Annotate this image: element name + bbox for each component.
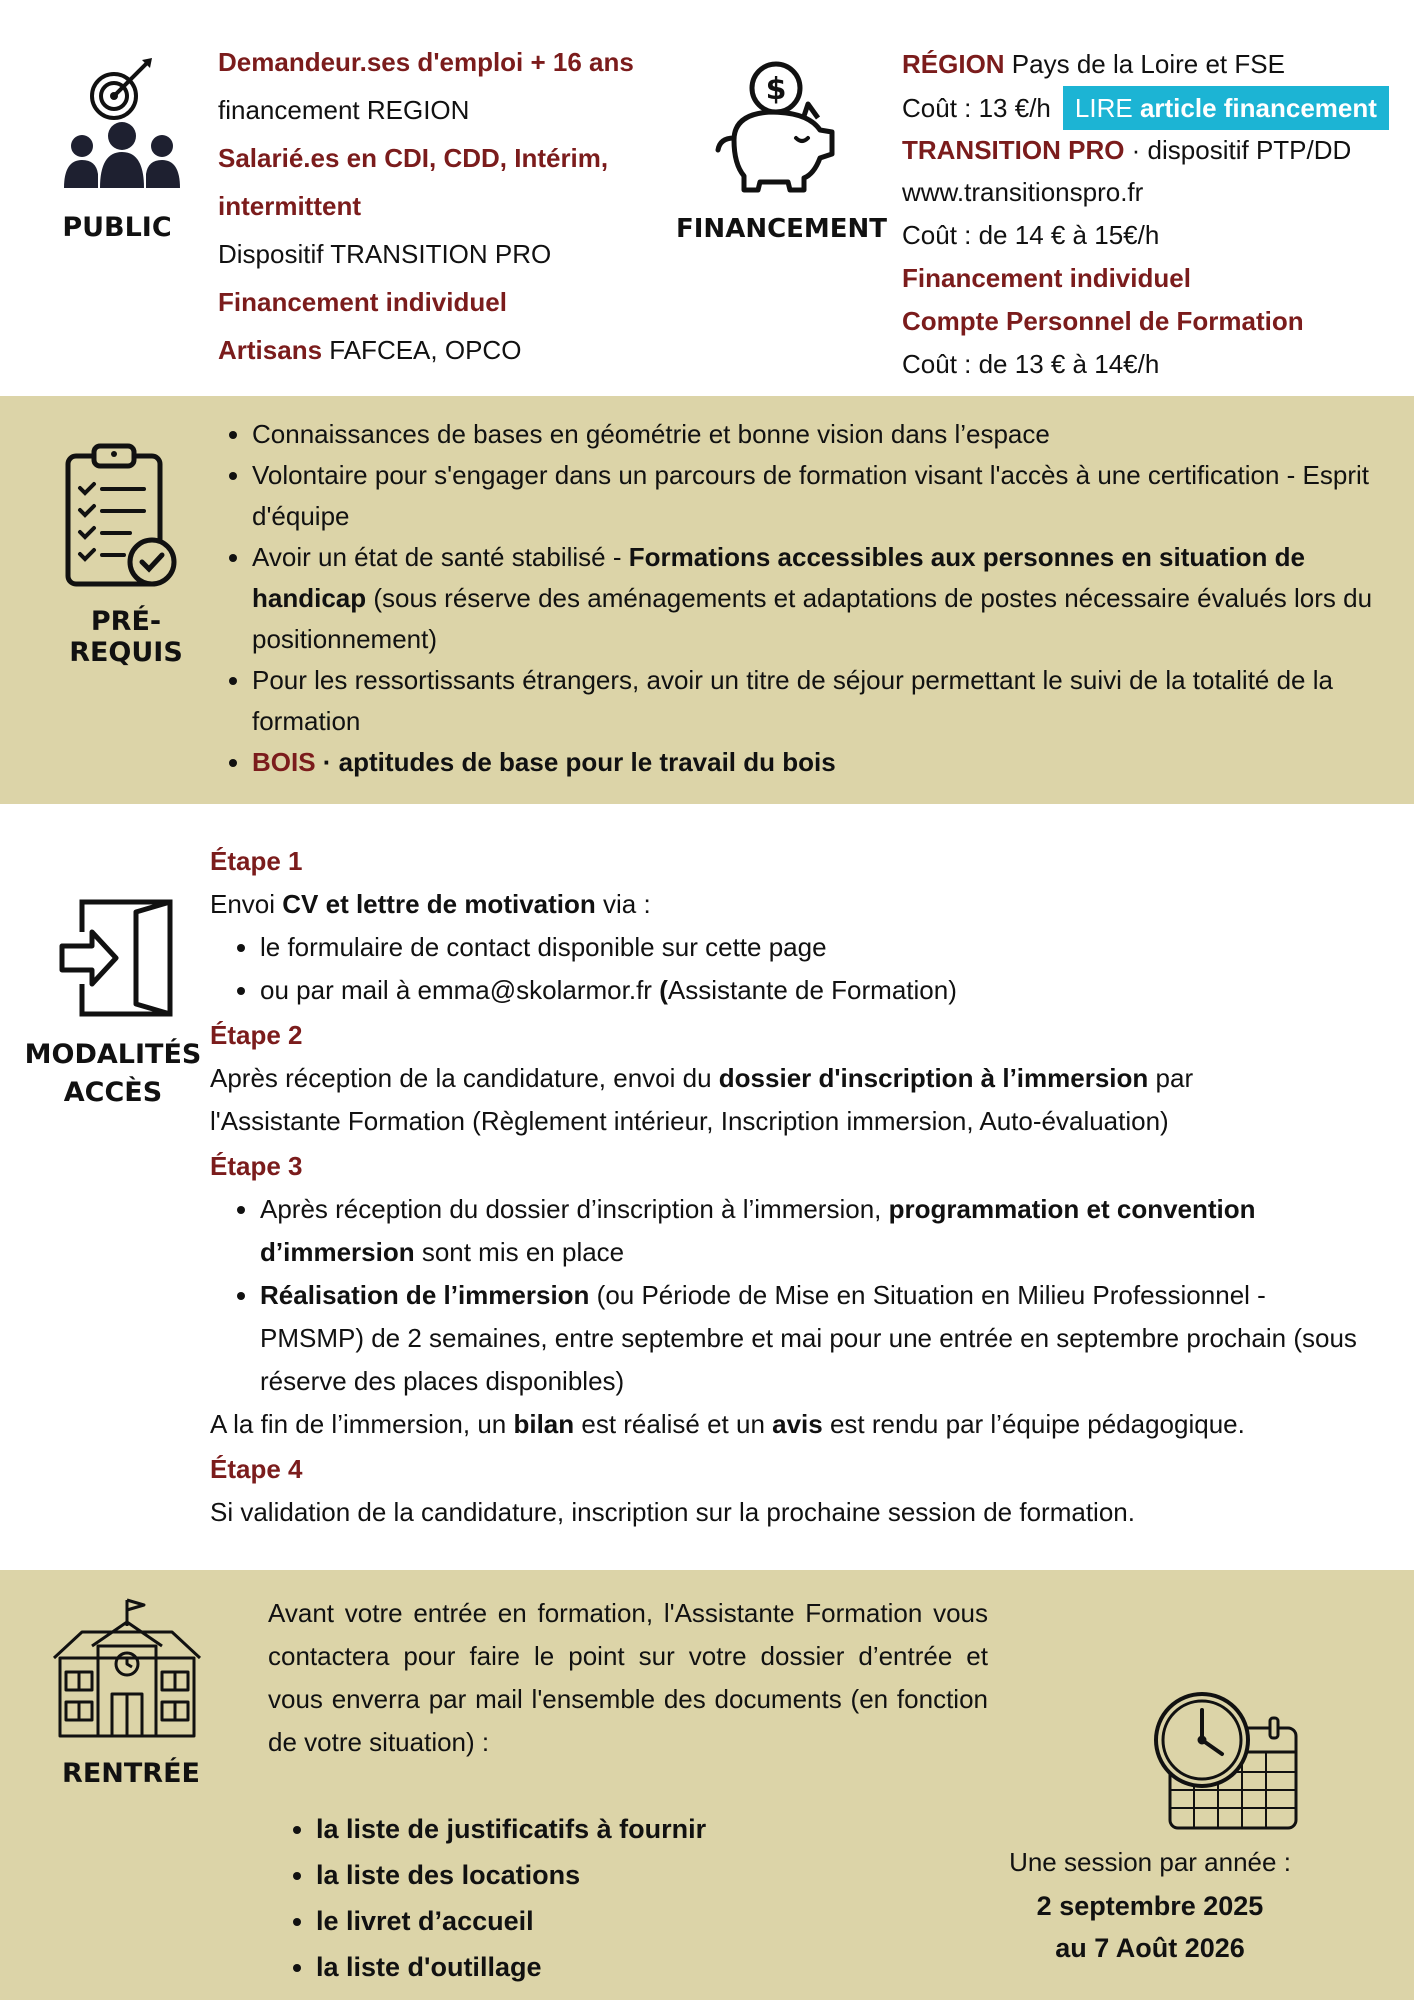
assistante-text: Assistante de Formation)	[667, 975, 957, 1005]
etape3-title: Étape 3	[210, 1151, 303, 1181]
modalites-heading-line1: MODALITÉS	[24, 1039, 202, 1070]
etape1-text	[210, 883, 1360, 926]
public-line-artisans	[218, 334, 521, 366]
etape3-list	[210, 1188, 1360, 1403]
modalites-section	[0, 804, 1414, 1570]
end-a: A la fin de l’immersion, un	[210, 1409, 514, 1439]
fin-tp-line	[902, 134, 1351, 166]
etape2-text-a: Après réception de la candidature, envoi du	[210, 1063, 719, 1093]
prerequis-item	[252, 742, 1382, 783]
public-line-intermittent: intermittent	[218, 191, 361, 221]
etape1-list	[210, 926, 1360, 1012]
public-line-region: financement REGION	[218, 95, 470, 125]
financement-heading: FINANCEMENT	[676, 214, 888, 244]
region-label: RÉGION	[902, 49, 1005, 79]
etape3-li1-bold: programmation et convention d’immersion	[260, 1194, 1256, 1267]
etape4-title: Étape 4	[210, 1454, 303, 1484]
modalites-heading-line2: ACCÈS	[63, 1077, 163, 1108]
list-item: • le formulaire de contact disponible sur cette page	[260, 926, 1360, 969]
sante-text: Avoir un état de santé stabilisé -	[252, 542, 629, 572]
public-heading: PUBLIC	[62, 212, 172, 243]
etape1-title: Étape 1	[210, 846, 303, 876]
prerequis-heading: PRÉ-REQUIS	[69, 606, 183, 668]
end-b: est réalisé et un	[574, 1409, 773, 1439]
handicap-text: Formations accessibles aux personnes en situation de handicap	[252, 542, 1305, 613]
prerequis-item	[252, 537, 1382, 660]
rentree-section	[0, 1570, 1414, 2000]
etape3-li1-a: Après réception du dossier d’inscription à l’immersion,	[260, 1194, 889, 1224]
prerequis-list	[218, 414, 1382, 783]
prerequis-item: • Pour les ressortissants étrangers, avoir un titre de séjour permettant le suivi de la totalité de la formation	[252, 660, 1382, 742]
fin-cout-cpf: Coût : de 13 € à 14€/h	[902, 349, 1160, 379]
fin-cout-tp: Coût : de 14 € à 15€/h	[902, 220, 1160, 250]
etape3-li2-bold: Réalisation de l’immersion	[260, 1280, 590, 1310]
public-line-salaries: Salarié.es en CDI, CDD, Intérim,	[218, 143, 609, 173]
email-text: ou par mail à emma@skolarmor.fr	[260, 975, 660, 1005]
etape3-li1-b: sont mis en place	[414, 1237, 625, 1267]
etapes-content	[210, 840, 1360, 1534]
session-label: Une session par année :	[1009, 1847, 1291, 1877]
etape2-dossier: dossier d'inscription à l’immersion	[718, 1063, 1149, 1093]
tp-label: TRANSITION PRO	[902, 135, 1125, 165]
svg-text:$: $	[765, 72, 787, 107]
tp-rest: · dispositif PTP/DD	[1124, 135, 1352, 165]
bois-label: BOIS	[252, 747, 316, 777]
fin-url: www.transitionspro.fr	[902, 177, 1144, 207]
rentree-documents-list	[280, 1806, 706, 1990]
session-end-date: au 7 Août 2026	[1055, 1933, 1245, 1963]
fin-cpf: Compte Personnel de Formation	[902, 306, 1304, 336]
modalites-heading	[20, 1036, 206, 1112]
public-line-individuel: Financement individuel	[218, 287, 507, 317]
public-line-transition: Dispositif TRANSITION PRO	[218, 239, 552, 269]
rentree-paragraph: Avant votre entrée en formation, l'Assistante Formation vous contactera pour faire le point sur votre dossier d’entrée et vous enverra par mail l'ensemble des documents (en fonction de votre situation) :	[268, 1598, 988, 1757]
target-audience-icon	[60, 56, 184, 192]
etape2-text-b: par	[1148, 1063, 1194, 1093]
list-item	[260, 1274, 1360, 1403]
list-item	[260, 969, 1360, 1012]
public-line-jobseekers: Demandeur.ses d'emploi + 16 ans	[218, 47, 634, 77]
session-start-date: 2 septembre 2025	[1036, 1891, 1264, 1921]
etape1-text-b: via :	[595, 889, 651, 919]
prerequis-section	[0, 396, 1414, 804]
etape2-text	[210, 1057, 1360, 1100]
end-bilan: bilan	[513, 1409, 575, 1439]
end-c: est rendu par l’équipe pédagogique.	[822, 1409, 1245, 1439]
etape4-text: Si validation de la candidature, inscription sur la prochaine session de formation.	[210, 1497, 1135, 1527]
article-financement-link[interactable]	[1063, 86, 1389, 130]
door-entry-icon	[58, 898, 178, 1018]
prerequis-item: • Connaissances de bases en géométrie et bonne vision dans l’espace	[252, 414, 1382, 455]
list-item: • le livret d’accueil	[316, 1898, 706, 1944]
artisans-rest: FAFCEA, OPCO	[322, 335, 522, 365]
fin-region-line	[902, 48, 1285, 80]
list-item: • la liste de justificatifs à fournir	[316, 1806, 706, 1852]
paren: (	[659, 975, 668, 1005]
region-rest: Pays de la Loire et FSE	[1004, 49, 1285, 79]
clock-calendar-icon	[1150, 1688, 1302, 1832]
list-item	[260, 1188, 1360, 1274]
fin-individuel: Financement individuel	[902, 263, 1191, 293]
cout-region-text: Coût : 13 €/h	[902, 93, 1051, 123]
etape1-cv: CV et lettre de motivation	[282, 889, 596, 919]
bois-text: · aptitudes de base pour le travail du bois	[315, 747, 836, 777]
top-section	[0, 0, 1414, 396]
list-item: • la liste des locations	[316, 1852, 706, 1898]
etape2-line2: l'Assistante Formation (Règlement intérieur, Inscription immersion, Auto-évaluation)	[210, 1106, 1169, 1136]
link-lire: LIRE	[1074, 93, 1133, 123]
link-article: article financement	[1139, 93, 1377, 123]
checklist-icon	[64, 442, 180, 592]
end-avis: avis	[772, 1409, 823, 1439]
artisans-label: Artisans	[218, 335, 323, 365]
piggy-bank-icon	[708, 58, 848, 194]
rentree-heading: RENTRÉE	[62, 1758, 200, 1789]
etape1-text-a: Envoi	[210, 889, 283, 919]
etape2-title: Étape 2	[210, 1020, 303, 1050]
list-item: • la liste d'outillage	[316, 1944, 706, 1990]
prerequis-item: • Volontaire pour s'engager dans un parcours de formation visant l'accès à une certification - Esprit d'équipe	[252, 455, 1382, 537]
school-building-icon	[52, 1596, 202, 1740]
fin-cout-region	[902, 86, 1389, 130]
etape3-end	[210, 1403, 1360, 1446]
amenagement-text: (sous réserve des aménagements et adaptations de postes nécessaire évalués lors du positionnement)	[252, 583, 1373, 654]
etape3-li2-b: (ou Période de Mise en Situation en Milieu Professionnel - PMSMP) de 2 semaines, entre septembre et mai pour une entrée en septembre prochain (sous réserve des places disponibles)	[260, 1280, 1357, 1396]
session-info	[990, 1840, 1310, 1968]
